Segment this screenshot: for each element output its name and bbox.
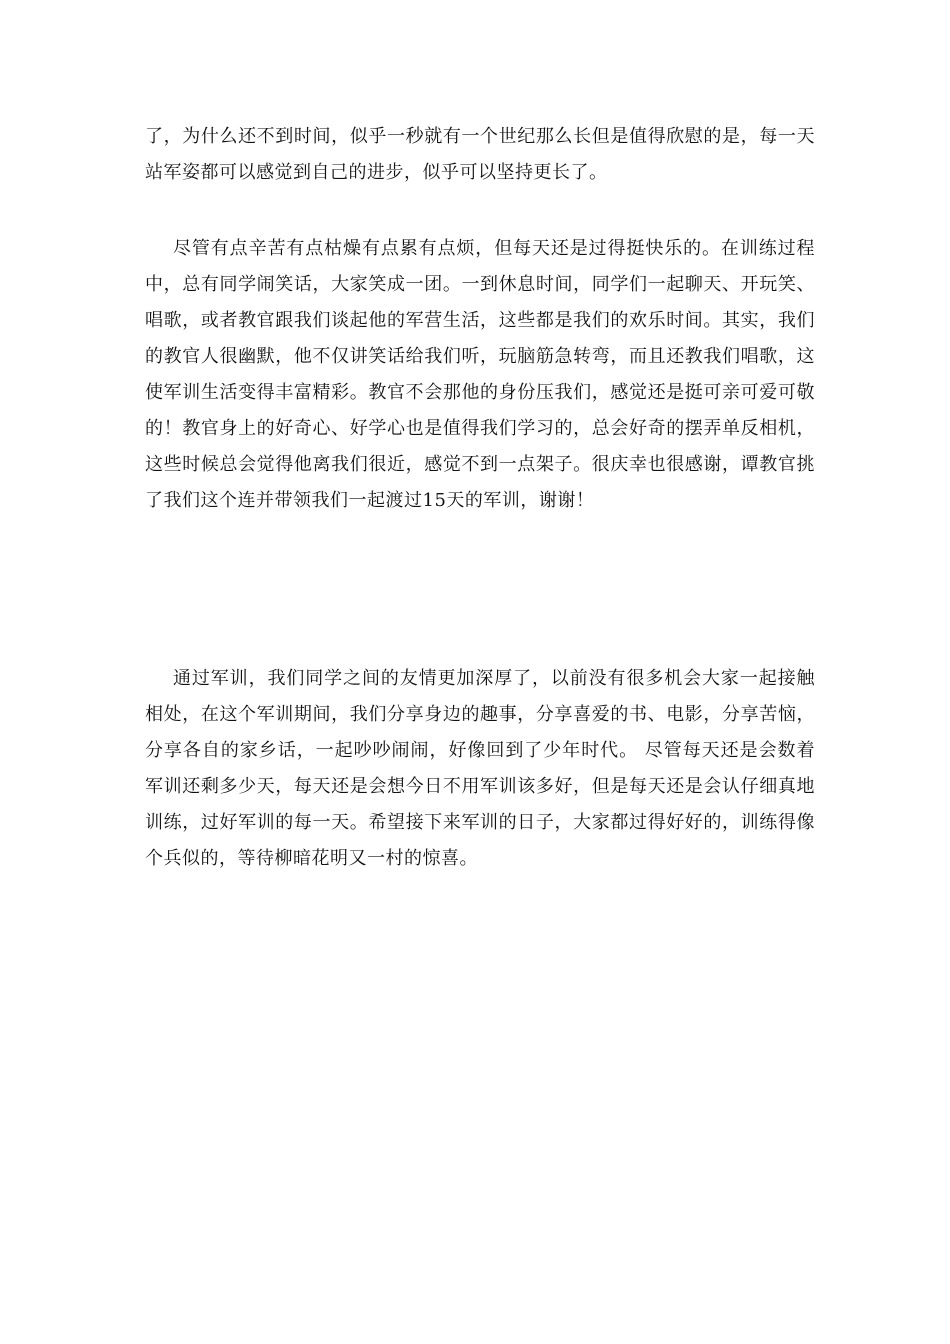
paragraph-3: 通过军训，我们同学之间的友情更加深厚了，以前没有很多机会大家一起接触相处，在这个军训期间，我们分享身边的趣事，分享喜爱的书、电影，分享苦恼，分享各自的家乡话，一起吵吵闹闹，好像回到了少年时代。 尽管每天还是会数着军训还剩多少天，每天还是会想今日不用军训该多好，但是每天还是会认仔细真地训练，过好军训的每一天。希望接下来军训的日子，大家都过得好好的，训练得像个兵似的，等待柳暗花明又一村的惊喜。: [145, 668, 815, 869]
paragraph-1: 了，为什么还不到时间，似乎一秒就有一个世纪那么长但是值得欣慰的是，每一天站军姿都可以感觉到自己的进步，似乎可以坚持更长了。: [145, 126, 815, 183]
paragraph-2: 尽管有点辛苦有点枯燥有点累有点烦，但每天还是过得挺快乐的。在训练过程中，总有同学闹笑话，大家笑成一团。一到休息时间，同学们一起聊天、开玩笑、唱歌，或者教官跟我们谈起他的军营生活，这些都是我们的欢乐时间。其实，我们的教官人很幽默，他不仅讲笑话给我们听，玩脑筋急转弯，而且还教我们唱歌，这使军训生活变得丰富精彩。教官不会那他的身份压我们，感觉还是挺可亲可爱可敬的！教官身上的好奇心、好学心也是值得我们学习的，总会好奇的摆弄单反相机，这些时候总会觉得他离我们很近，感觉不到一点架子。很庆幸也很感谢，谭教官挑了我们这个连并带领我们一起渡过15天的军训，谢谢！: [145, 238, 815, 511]
